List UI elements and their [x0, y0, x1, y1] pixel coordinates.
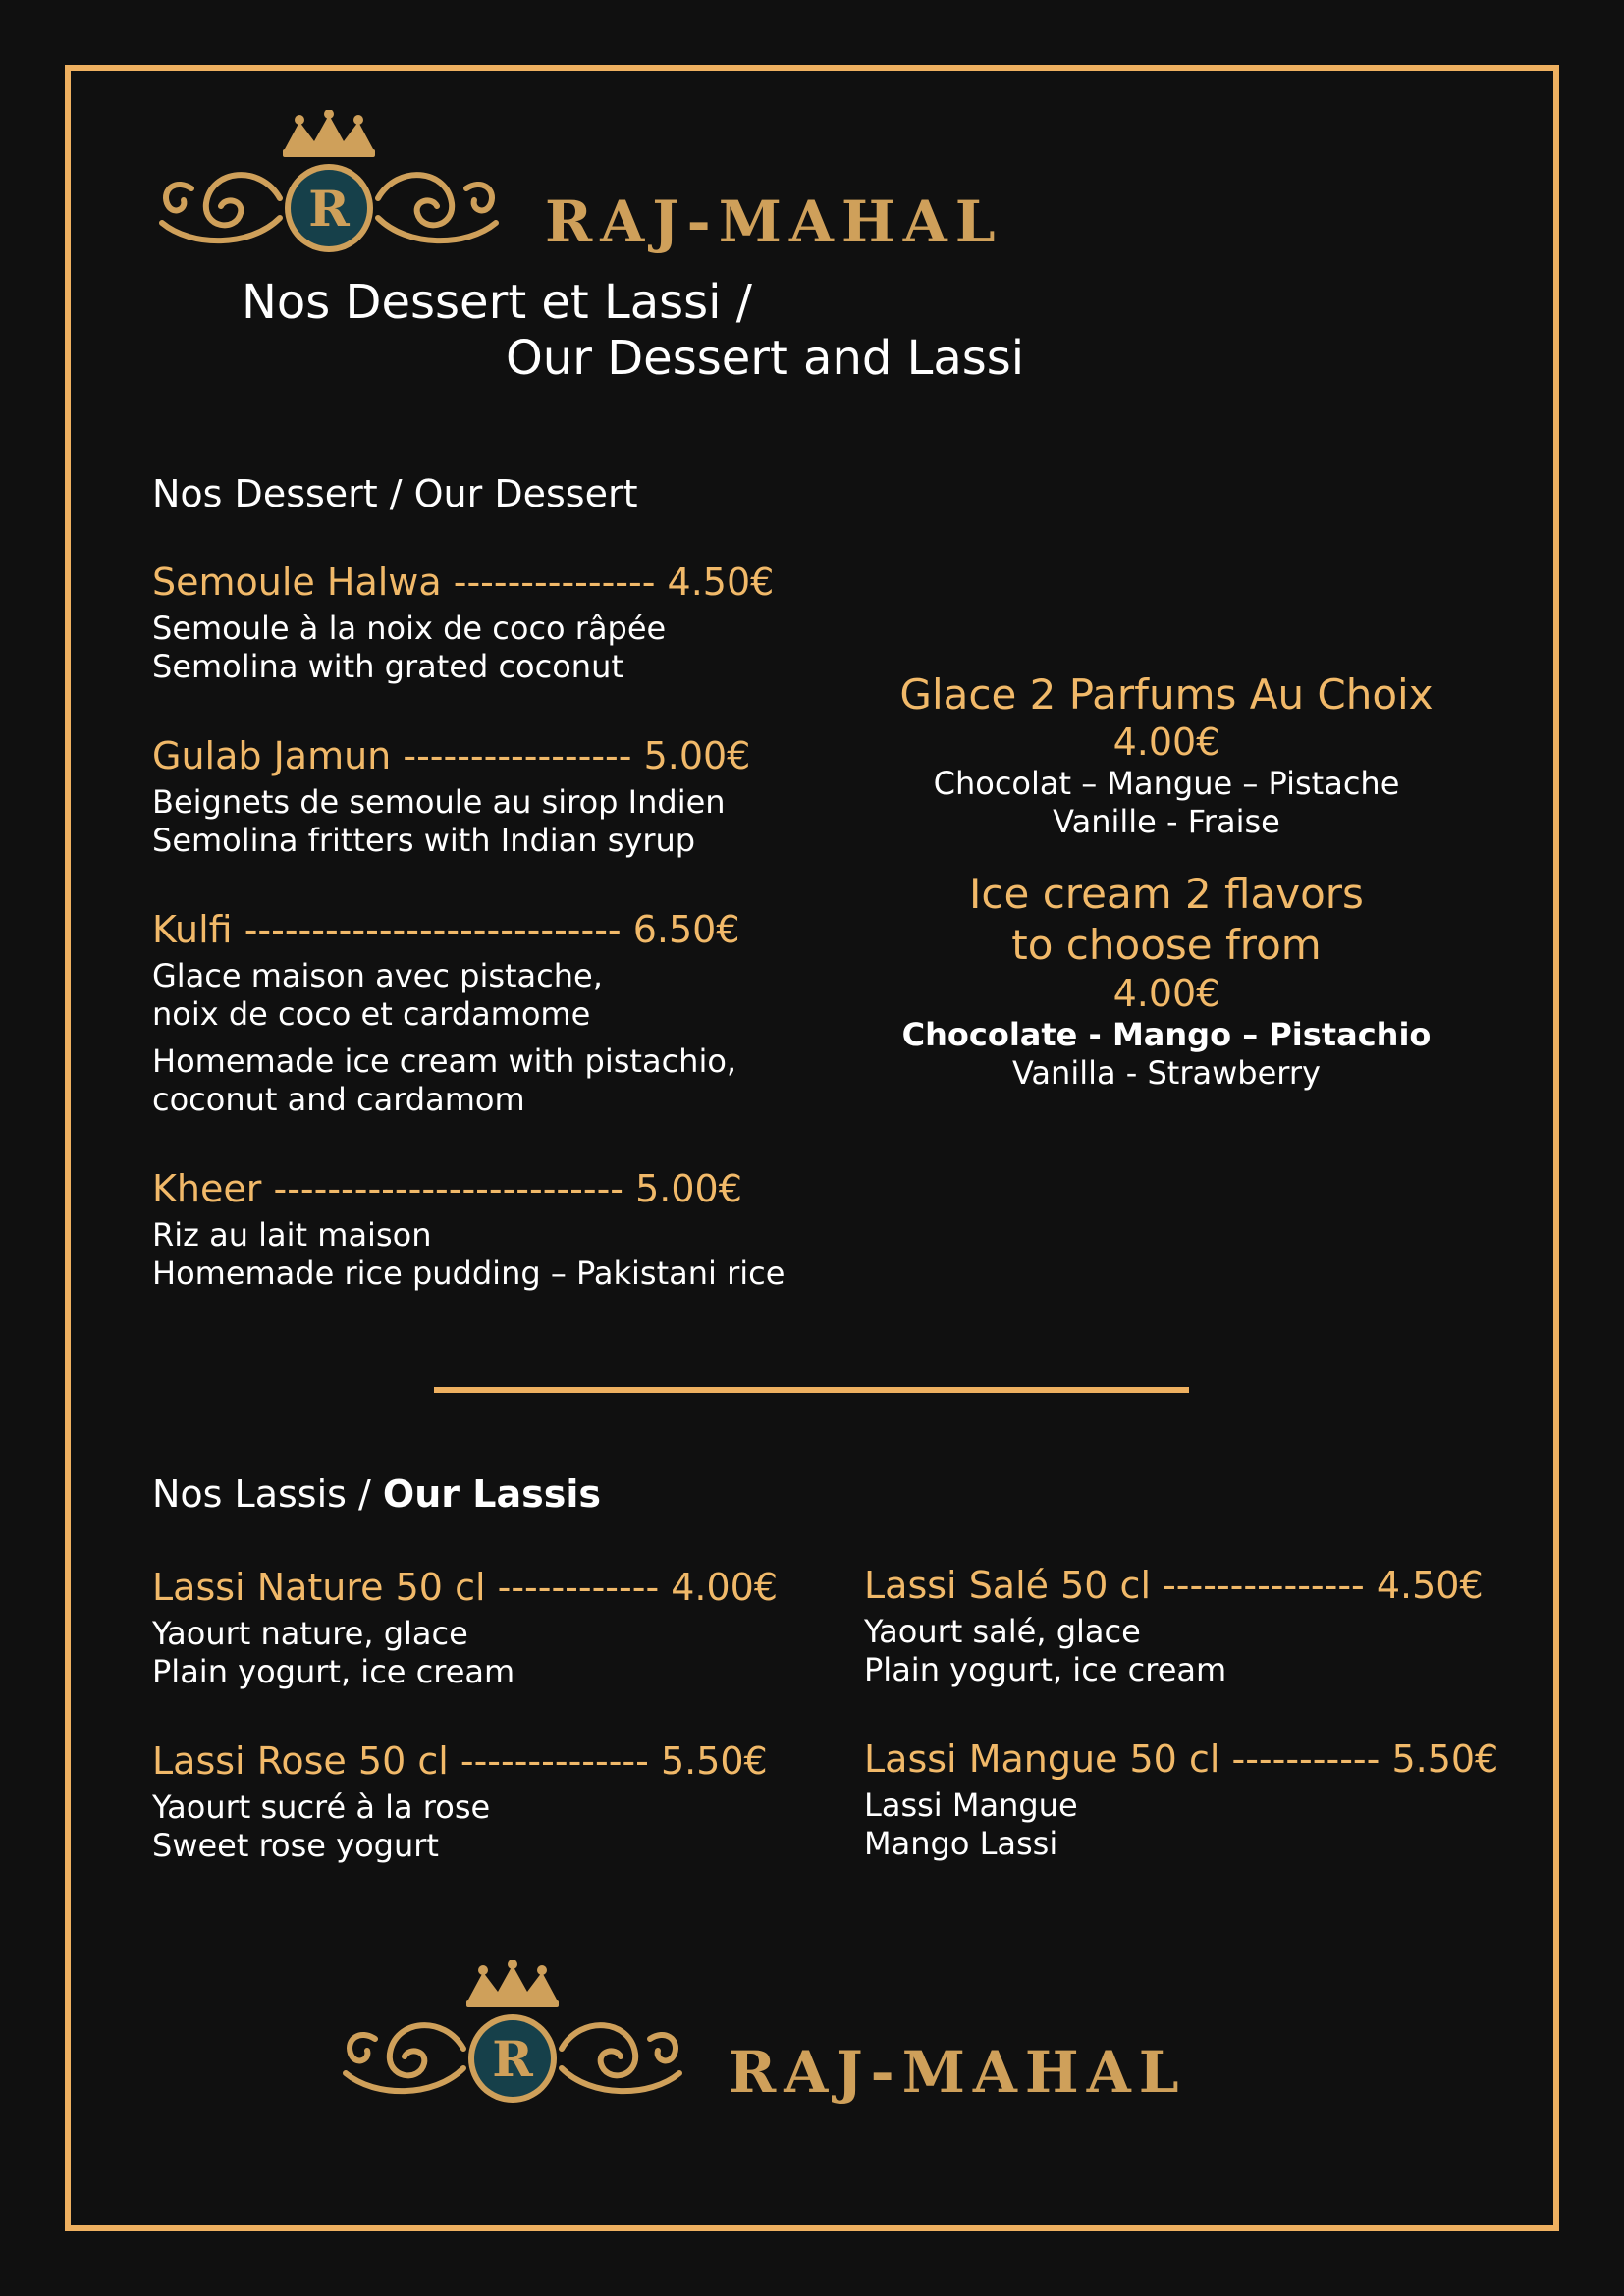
- monogram-letter: R: [492, 2030, 533, 2088]
- item-name: Gulab Jamun: [152, 734, 392, 777]
- item-desc-fr: Yaourt sucré à la rose: [152, 1789, 491, 1826]
- item-name: Kulfi: [152, 908, 233, 951]
- item-desc-fr: Beignets de semoule au sirop Indien: [152, 783, 726, 821]
- page-title-line1: Nos Dessert et Lassi /: [242, 275, 752, 330]
- item-price: 5.00€: [643, 734, 751, 777]
- lassi-item-rose: [152, 1739, 768, 1865]
- item-dashes: ----------------------------: [244, 908, 622, 951]
- item-desc-fr: Yaourt salé, glace: [864, 1613, 1141, 1650]
- desserts-heading: Nos Dessert / Our Dessert: [152, 472, 638, 515]
- lassis-heading: [152, 1472, 601, 1516]
- item-dashes: ------------: [497, 1566, 660, 1609]
- item-price: 6.50€: [632, 908, 740, 951]
- item-desc-en: Semolina with grated coconut: [152, 648, 623, 685]
- item-dashes: --------------: [460, 1739, 649, 1783]
- menu-border: [65, 65, 1559, 2231]
- monogram-letter: R: [308, 180, 350, 238]
- ice-cream-flavors-fr-2: Vanille - Fraise: [1053, 803, 1280, 840]
- ice-cream-flavors-en-1: Chocolate - Mango – Pistachio: [901, 1016, 1432, 1053]
- brand-emblem-top: [152, 110, 506, 257]
- item-dashes: -----------------: [403, 734, 632, 777]
- section-divider: [434, 1387, 1189, 1393]
- item-desc-fr-1: Glace maison avec pistache,: [152, 957, 603, 994]
- item-desc-en-2: coconut and cardamom: [152, 1081, 525, 1118]
- item-desc-en: Plain yogurt, ice cream: [864, 1651, 1227, 1688]
- item-price: 4.50€: [667, 561, 775, 604]
- item-price: 5.50€: [1391, 1737, 1499, 1781]
- brand-name-top: RAJ-MAHAL: [545, 188, 1003, 255]
- item-dashes: --------------------------: [273, 1167, 623, 1210]
- item-dashes: ---------------: [1163, 1564, 1365, 1607]
- lassi-item-sale: [864, 1564, 1484, 1689]
- item-desc-en: Sweet rose yogurt: [152, 1827, 439, 1864]
- ice-cream-flavors-en-2: Vanilla - Strawberry: [1012, 1054, 1321, 1092]
- item-name: Lassi Mangue 50 cl: [864, 1737, 1220, 1781]
- item-name: Lassi Rose 50 cl: [152, 1739, 449, 1783]
- dessert-item-gulab-jamun: [152, 734, 750, 860]
- lassis-heading-en: Our Lassis: [382, 1472, 601, 1516]
- item-desc-fr: Semoule à la noix de coco râpée: [152, 610, 667, 647]
- item-desc-fr: Riz au lait maison: [152, 1216, 432, 1254]
- ice-cream-price-en: 4.00€: [1112, 972, 1220, 1015]
- item-dashes: -----------: [1231, 1737, 1380, 1781]
- ice-cream-title-en-2: to choose from: [1011, 921, 1322, 969]
- item-desc-en: Plain yogurt, ice cream: [152, 1653, 515, 1690]
- item-desc-en: Homemade rice pudding – Pakistani rice: [152, 1255, 785, 1292]
- ice-cream-price-fr: 4.00€: [1112, 721, 1220, 764]
- lassi-item-nature: [152, 1566, 778, 1691]
- ice-cream-title-en-1: Ice cream 2 flavors: [969, 870, 1364, 918]
- dessert-item-kulfi: [152, 908, 740, 1119]
- ice-cream-flavors-fr-1: Chocolat – Mangue – Pistache: [933, 765, 1400, 802]
- dessert-item-kheer: [152, 1167, 785, 1293]
- lassi-item-mangue: [864, 1737, 1498, 1863]
- page-title-line2: Our Dessert and Lassi: [506, 331, 1025, 386]
- item-price: 4.00€: [671, 1566, 779, 1609]
- item-name: Lassi Salé 50 cl: [864, 1564, 1151, 1607]
- item-price: 5.50€: [660, 1739, 768, 1783]
- item-name: Kheer: [152, 1167, 262, 1210]
- item-name: Semoule Halwa: [152, 561, 442, 604]
- item-price: 5.00€: [635, 1167, 742, 1210]
- item-name: Lassi Nature 50 cl: [152, 1566, 486, 1609]
- brand-emblem-bottom: [336, 1960, 689, 2108]
- item-desc-fr-2: noix de coco et cardamome: [152, 995, 591, 1033]
- item-desc-fr: Lassi Mangue: [864, 1787, 1078, 1824]
- item-desc-en: Semolina fritters with Indian syrup: [152, 822, 696, 859]
- item-price: 4.50€: [1376, 1564, 1484, 1607]
- dessert-item-semoule-halwa: [152, 561, 774, 686]
- item-desc-en-1: Homemade ice cream with pistachio,: [152, 1042, 737, 1080]
- ice-cream-title-fr: Glace 2 Parfums Au Choix: [899, 670, 1434, 719]
- item-dashes: ---------------: [453, 561, 656, 604]
- ice-cream-block: [872, 670, 1461, 1093]
- brand-name-bottom: RAJ-MAHAL: [729, 2039, 1187, 2106]
- item-desc-fr: Yaourt nature, glace: [152, 1615, 468, 1652]
- lassis-heading-fr: Nos Lassis /: [152, 1472, 383, 1516]
- item-desc-en: Mango Lassi: [864, 1825, 1058, 1862]
